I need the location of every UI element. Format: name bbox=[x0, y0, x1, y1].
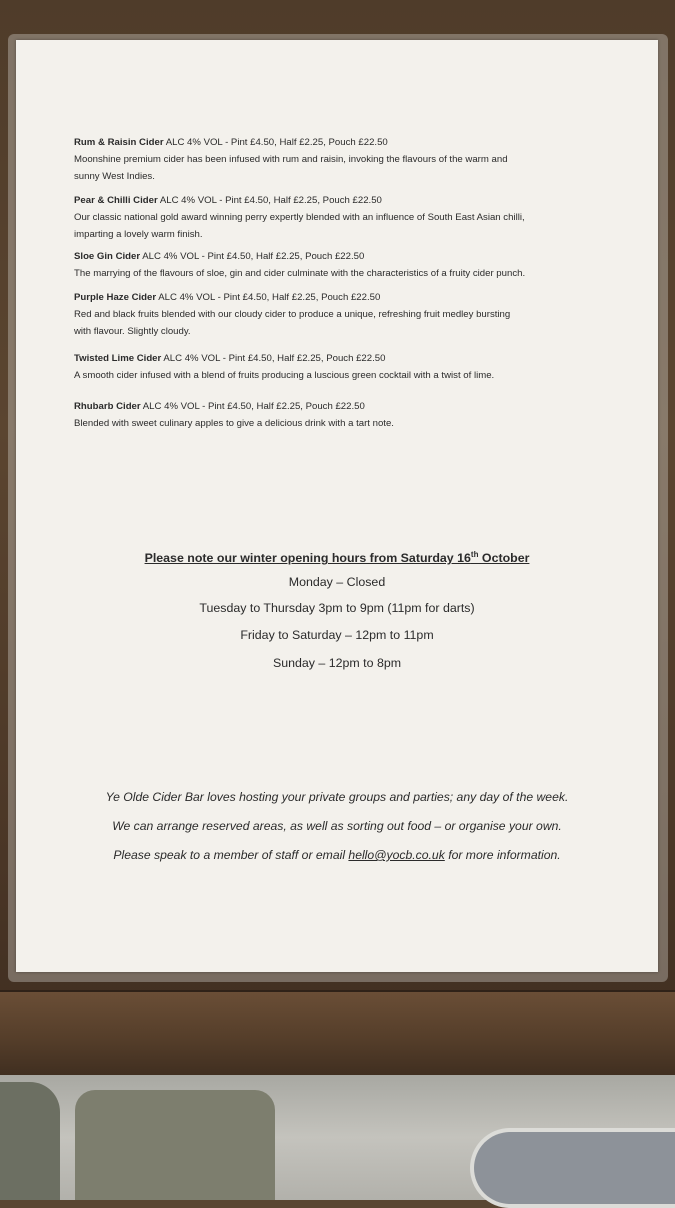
item-name: Rum & Raisin Cider bbox=[74, 137, 164, 148]
footer-line: Ye Olde Cider Bar loves hosting your private groups and parties; any day of the week. bbox=[105, 790, 569, 804]
menu-item bbox=[74, 134, 614, 185]
hours-line: Tuesday to Thursday 3pm to 9pm (11pm for darts) bbox=[199, 601, 475, 615]
item-details: ALC 4% VOL - Pint £4.50, Half £2.25, Pouch £22.50 bbox=[142, 401, 365, 412]
shoe-left bbox=[0, 1082, 60, 1200]
menu-sheet bbox=[16, 40, 658, 972]
item-description: Our classic national gold award winning perry expertly blended with an influence of South East Asian chilli, bbox=[74, 212, 525, 223]
hours-line: Monday – Closed bbox=[288, 575, 386, 589]
item-name: Twisted Lime Cider bbox=[74, 353, 162, 364]
item-description: A smooth cider infused with a blend of fruits producing a luscious green cocktail with a twist of lime. bbox=[74, 370, 495, 381]
item-name: Pear & Chilli Cider bbox=[74, 195, 158, 206]
item-description: Blended with sweet culinary apples to give a delicious drink with a tart note. bbox=[74, 418, 394, 429]
opening-hours-title: Please note our winter opening hours from Saturday 16th October bbox=[144, 550, 530, 566]
hours-line: Friday to Saturday – 12pm to 11pm bbox=[240, 628, 434, 642]
item-details: ALC 4% VOL - Pint £4.50, Half £2.25, Pouch £22.50 bbox=[163, 353, 386, 364]
item-name: Purple Haze Cider bbox=[74, 292, 157, 303]
item-details: ALC 4% VOL - Pint £4.50, Half £2.25, Pouch £22.50 bbox=[142, 251, 365, 262]
item-description: sunny West Indies. bbox=[74, 171, 155, 182]
item-description: imparting a lovely warm finish. bbox=[74, 229, 203, 240]
footer-line: Please speak to a member of staff or email hello@yocb.co.uk for more information. bbox=[113, 848, 561, 862]
item-name: Sloe Gin Cider bbox=[74, 251, 141, 262]
table-edge bbox=[0, 990, 675, 1077]
item-description: with flavour. Slightly cloudy. bbox=[74, 326, 191, 337]
shoe-right bbox=[470, 1128, 675, 1208]
item-description: Red and black fruits blended with our cloudy cider to produce a unique, refreshing fruit medley bursting bbox=[74, 309, 511, 320]
hours-line: Sunday – 12pm to 8pm bbox=[272, 656, 402, 670]
item-description: Moonshine premium cider has been infused with rum and raisin, invoking the flavours of the warm and bbox=[74, 154, 508, 165]
menu-item bbox=[74, 248, 614, 282]
item-description: The marrying of the flavours of sloe, gin and cider culminate with the characteristics of a fruity cider punch. bbox=[74, 268, 526, 279]
menu-item bbox=[74, 289, 614, 340]
menu-item bbox=[74, 398, 614, 432]
footer-line: We can arrange reserved areas, as well as sorting out food – or organise your own. bbox=[112, 819, 562, 833]
item-details: ALC 4% VOL - Pint £4.50, Half £2.25, Pouch £22.50 bbox=[159, 195, 382, 206]
bag bbox=[75, 1090, 275, 1200]
item-details: ALC 4% VOL - Pint £4.50, Half £2.25, Pouch £22.50 bbox=[165, 137, 388, 148]
item-name: Rhubarb Cider bbox=[74, 401, 141, 412]
menu-item bbox=[74, 350, 614, 384]
email-link[interactable]: hello@yocb.co.uk bbox=[348, 848, 445, 862]
menu-item bbox=[74, 192, 614, 243]
item-details: ALC 4% VOL - Pint £4.50, Half £2.25, Pouch £22.50 bbox=[158, 292, 381, 303]
